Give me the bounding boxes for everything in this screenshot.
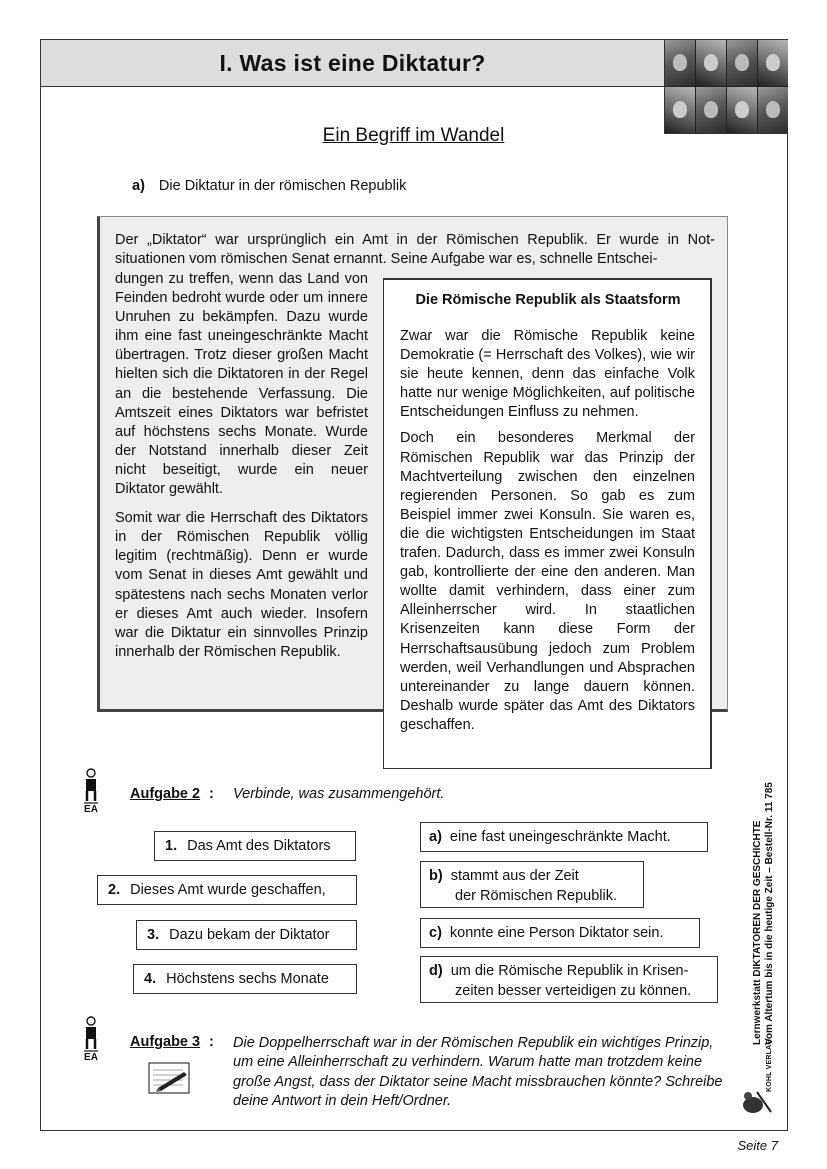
match-left-item-1[interactable]: 1. Das Amt des Diktators [154,831,356,861]
task-2-label: Aufgabe 2 [130,786,201,802]
task-2-instruction: Verbinde, was zusammengehört. [233,786,445,802]
match-right-item-b[interactable]: b) stammt aus der Zeit der Römischen Republik. [420,861,644,908]
page-number: Seite 7 [737,1138,778,1153]
match-right-item-a[interactable]: a) eine fast uneingeschränkte Macht. [420,822,708,852]
info-left-column [115,270,368,672]
portrait-3 [727,40,757,86]
match-left-item-3[interactable]: 3. Dazu bekam der Diktator [136,920,357,950]
publisher-name: KOHL VERLAG [766,1038,773,1092]
subsection-label: a) [132,178,145,194]
dictator-portrait-collage [664,40,788,134]
title-bar [40,39,664,87]
section-heading: Ein Begriff im Wandel [322,125,505,146]
individual-work-icon [76,768,106,815]
subsection-title: Die Diktatur in der römischen Republik [158,178,407,194]
portrait-2 [696,40,726,86]
info-paragraph-2: Somit war die Herrschaft des Diktators in der Römischen Republik völlig legitim (rechtmäßig). Denn er wurde vom Senat in dieses Amt gewählt und spätestens nach sechs Monaten verlor er dieses Amt auch wieder. Insofern war die Diktatur ein sinnvolles Prinzip innerhalb der Römischen Republik. [115,510,368,660]
match-left-item-4[interactable]: 4. Höchstens sechs Monate [133,964,357,994]
info-lead-line-2: situationen vom römischen Senat ernannt. Seine Aufgabe war es, schnelle Entschei- [115,251,658,267]
individual-work-icon [76,1016,106,1063]
subsection-heading [132,178,406,194]
info-paragraph-1: dungen zu treffen, wenn das Land von Feinden bedroht wurde oder um innere Unruhen zu bekämpfen. Dazu wurde ihm eine fast uneingeschränkte Macht übertragen. Trotz dieser großen Macht hielten sich die Diktatoren in der Regel an die bestehende Verfassung. Die Amtszeit eines Diktators war befristet auf höchstens sechs Monate. Wurde der Notstand innerhalb dieser Zeit nicht beseitigt, wurde ein neuer Diktator gewählt. [115,271,368,498]
portrait-1 [665,40,695,86]
match-left-item-2[interactable]: 2. Dieses Amt wurde geschaffen, [97,875,357,905]
republic-box-text [400,327,695,742]
task-3-label: Aufgabe 3 [130,1034,201,1050]
writing-notebook-icon [148,1062,190,1094]
person-icon [82,1016,100,1052]
match-right-item-d[interactable]: d) um die Römische Republik in Krisen- zeiten besser verteidigen zu können. [420,956,718,1003]
task-3-colon: : [209,1034,214,1050]
task-2-colon: : [209,786,214,802]
portrait-4 [758,40,788,86]
republic-paragraph-1: Zwar war die Römische Republik keine Demokratie (= Herrschaft des Volkes), wie wir sie heute kennen, denn das einfache Volk hatte nur wenige Möglichkeiten, auf politische Entscheidungen Einfluss zu nehmen. [400,328,695,421]
individual-work-badge: EA [84,1052,98,1063]
republic-box-title: Die Römische Republik als Staatsform [415,292,681,308]
info-lead-line-1: Der „Diktator“ war ursprünglich ein Amt in der Römischen Republik. Er wurde in Not- [115,232,715,248]
sidebar-series-title: Lernwerkstatt DIKTATOREN DER GESCHICHTE [752,820,763,1045]
match-right-item-c[interactable]: c) konnte eine Person Diktator sein. [420,918,700,948]
individual-work-badge: EA [84,804,98,815]
sidebar-subtitle-order: Vom Altertum bis in die heutige Zeit – Bestell-Nr. 11 785 [764,782,775,1045]
sidebar-publication-info [752,765,776,1045]
page-title: I. Was ist eine Diktatur? [219,49,486,76]
republic-paragraph-2: Doch ein besonderes Merkmal der Römischen Republik war das Prinzip der Machtverteilung zwischen den einzelnen regierenden Personen. So gab es zum Beispiel immer zwei Konsuln. Sie waren es, die die wichtigsten Entscheidungen im Staat trafen. Dadurch, dass es immer zwei Konsuln gab, kontrollierte der eine den anderen. Man wollte damit verhindern, dass einer zum Alleinherrscher wird. In staatlichen Krisenzeiten kann diese Form der Herrschaftsausübung jedoch zum Problem werden, weil Verhandlungen und Absprachen untereinander zu lange dauern können. Deshalb wurde später das Amt des Diktators geschaffen. [400,430,695,733]
task-3-text: Die Doppelherrschaft war in der Römischen Republik ein wichtiges Prinzip, um eine Alleinherrschaft zu verhindern. Warum hatte man trotzdem keine große Angst, dass der Diktator seine Macht missbrauchen könnte? Schreibe deine Antwort in dein Heft/Ordner. [233,1035,723,1110]
person-icon [82,768,100,804]
